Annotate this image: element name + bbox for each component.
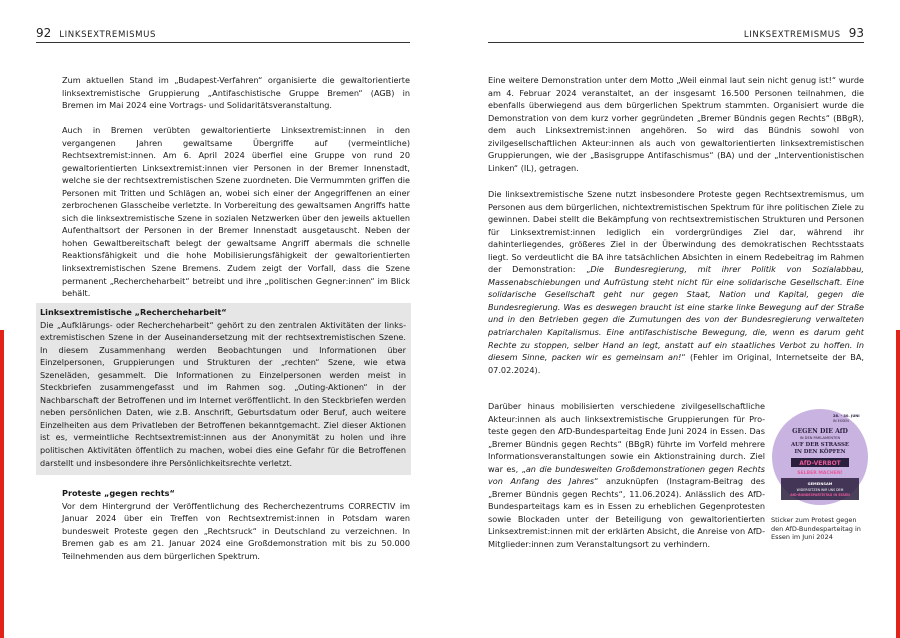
header-left bbox=[36, 26, 156, 40]
left-paragraph-3: Vor dem Hintergrund der Veröffentlichung des Recherchezentrums CORRECTIV im Januar 2024 über ein Treffen von Rechtsextremist:innen in Potsdam waren bundesweit Proteste gegen den „Rechtsruck“ in Deutschland zu verzeichnen. In Bremen gab es am 21. Januar 2024 eine Großdemonstration mit bis zu 50.000 Teilnehmenden aus dem bürgerlichen Spektrum. bbox=[62, 500, 410, 561]
running-title-left: LINKSEXTREMISMUS bbox=[59, 30, 157, 40]
sticker-line-3: AUF DER STRASSE bbox=[790, 442, 850, 448]
section-heading-protests: Proteste „gegen rechts“ bbox=[62, 488, 175, 498]
right-paragraph-2 bbox=[488, 188, 864, 376]
right-p2-tail: “ (Fehler im Original, Internetseite der BA, 07.02.2024). bbox=[488, 352, 864, 375]
right-p2-lead: Die linksextremistische Szene nutzt insbesondere Proteste gegen Rechtsextremismus, um Personen aus dem bürgerlichen, nichtextremistischen Spektrum für ihre politischen Ziele zu gewinnen. Dabei stellt die Bekämpfung von rechtsextremistischen Strukturen und Personen für Linksextremist:innen lediglich ein vordergründiges Ziel dar, während ihr dahinterliegendes, größeres Ziel in der Überwindung des demokratischen Rechtsstaats liegt. So verdeutlicht die BA ihre tatsächlichen Absichten in einem Redebeitrag im Rahmen der Demonstration: „ bbox=[488, 189, 864, 275]
header-rule-right bbox=[488, 42, 864, 43]
right-p3-lead: Darüber hinaus mobilisierten verschiedene zivilgesellschaftliche Akteur:innen als auch linksextremistische Gruppierungen für Proteste gegen den AfD-Bundesparteitag Ende Juni 2024 in Essen. Das „Bremer Bündnis gegen Rechts“ (BBgR) führte im Vorfeld mehrere Informationsveranstaltungen sowie ein Aktionstraining durch. Ziel war es, „ bbox=[488, 401, 765, 474]
left-section bbox=[62, 487, 410, 562]
sticker-line-9: AfD-BUNDESPARTEITAG IN ESSEN bbox=[790, 493, 850, 497]
header-rule-left bbox=[36, 42, 410, 43]
sticker-line-7: GEMEINSAM bbox=[807, 482, 833, 486]
red-edge-bar-left bbox=[0, 330, 4, 638]
page-number-left: 92 bbox=[36, 26, 52, 40]
sticker-line-5: AfD-VERBOT bbox=[799, 460, 841, 467]
sticker-date: 28. - 30. JUNI bbox=[833, 414, 860, 418]
sticker-line-8: WIDERSETZEN WIR UNS DEM bbox=[796, 488, 844, 492]
protest-sticker-image bbox=[771, 405, 869, 510]
info-box-title: Linksextremistische „Rechercheharbeit“ bbox=[40, 307, 227, 317]
sticker-line-4: IN DEN KÖPFEN bbox=[794, 449, 846, 455]
info-box-text: Die „Aufklärungs- oder Rechercheharbeit“ gehört zu den zentralen Aktivitäten der linksextremistischen Szene in der Auseinandersetzung mit der rechtsextremistischen Szene. In diesem Zusammenhang werden Beobachtungen und Informationen über Einzelpersonen, Gruppierungen und Strukturen der „rechten“ Szene, wie etwa Szeneläden, gesammelt. Die Informationen zu Einzelpersonen werden meist in Steckbriefen zusammengefasst und im Rahmen sog. „Outing-Aktionen“ in der Nachbarschaft der Betroffenen und im Internet veröffentlicht. In den Steckbriefen werden neben persönlichen Daten, wie z.B. Anschrift, Geburtsdatum oder Beruf, auch weitere Einzelheiten aus dem Privatleben der Betroffenen bekanntgemacht. Ziel dieser Aktionen ist es, vermeintliche Rechtsextremist:innen aus der Anonymität zu holen und ihre politischen Aktivitäten öffentlich zu machen, wobei dies eine Gefahr für die Betroffenen darstellt und insbesondere ihre Persönlichkeitsrechte verletzt. bbox=[40, 319, 406, 468]
running-title-right: LINKSEXTREMISMUS bbox=[743, 30, 841, 40]
sticker-line-2: IN DEN PARLAMENTEN bbox=[799, 436, 841, 440]
sticker-caption: Sticker zum Protest gegen den AfD-Bundesparteitag in Essen im Juni 2024 bbox=[771, 516, 861, 542]
sticker-line-1: GEGEN DIE AfD bbox=[792, 428, 848, 435]
sticker-city: IN ESSEN bbox=[833, 419, 849, 423]
left-paragraph-1: Zum aktuellen Stand im „Budapest-Verfahren“ organisierte die gewaltorientierte linksextremistische Gruppierung „Antifaschistische Gruppe Bremen“ (AGB) in Bremen im Mai 2024 eine Vortrags- und Solidaritätsveranstaltung. bbox=[62, 75, 410, 111]
right-p2-quote: Die Bundesregierung, mit ihrer Politik von Sozialabbau, Massenabschiebungen und Aufrüstung steht nicht für eine solidarische Gesellschaft. Eine solidarische Gesellschaft geht nur gegen Staat, Nation und Kapital, gegen die Bundesregierung. Was es deswegen braucht ist eine starke linke Bewegung auf der Straße und in den Betrieben gegen die Zumutungen des von der Bundesregierung verwalteten patriarchalen Kapitalismus. Eine antifaschistische Bewegung, die, wenn es darum geht Rechte zu stoppen, selber Hand an legt, anstatt auf ein staatliches Verbot zu hoffen. In diesem Sinne, packen wir es gemeinsam an! bbox=[488, 264, 865, 363]
info-box-content bbox=[40, 306, 406, 469]
sticker-line-6: SELBER MACHEN! bbox=[797, 471, 843, 476]
header-right bbox=[744, 26, 864, 40]
right-p3-quote: an die bundesweiten Großdemonstrationen gegen Rechts von Anfang des Jahres bbox=[488, 463, 765, 487]
right-paragraph-1: Eine weitere Demonstration unter dem Motto „Weil einmal laut sein nicht genug ist!“ wurde am 4. Februar 2024 veranstaltet, an der insgesamt 16.500 Personen teilnahmen, die ebenfalls überwiegend aus dem bürgerlichen Spektrum stammten. Organisiert wurde die Demonstration von dem kurz vorher gegründeten „Bremer Bündnis gegen Rechts“ (BBgR), dem auch Linksextremist:innen angehören. So wird das Bündnis sowohl von zivilgesellschaftlichen Akteur:innen als auch von gewaltorientierten linksextremistischen Gruppierungen, wie der „Basisgruppe Antifaschismus“ (BA) und der „Interventionistischen Linken“ (IL), getragen. bbox=[488, 75, 864, 173]
red-edge-bar-right bbox=[896, 330, 900, 638]
page-number-right: 93 bbox=[848, 26, 864, 40]
right-paragraph-3 bbox=[488, 400, 765, 551]
left-paragraph-2: Auch in Bremen verübten gewaltorientierte Linksextremist:innen in den vergangenen Jahren gewaltsame Übergriffe auf (vermeintliche) Rechtsextremist:innen. Am 6. April 2024 überfiel eine Gruppe von rund 20 gewaltorientierten Linksextremist:innen vier Personen in der Bremer Innenstadt, welche sie der rechtsextremistischen Szene zuordneten. Die Vermummten griffen die Personen mit Tritten und Schlägen an, wobei sich einer der Angegriffenen an einer zerbrochenen Glasscheibe verletzte. In Vorbereitung des gewaltsamen Angriffs hatte sich die linksextremistische Szene in sozialen Netzwerken über den jeweils aktuellen Aufenthaltsort der Personen in der Bremer Innenstadt ausgetauscht. Neben der hohen Gewaltbereitschaft belegt der gewaltsame Angriff abermals die schnelle Reaktionsfähigkeit und die hohe Mobilisierungsfähigkeit der gewaltorientierten linksextremistischen Szene Bremens. Zudem zeigt der Vorfall, dass die Szene permanent „Rechercheharbeit“ betreibt und ihre „politischen Gegner:innen“ im Blick behält. bbox=[62, 125, 410, 299]
right-p3-tail: “ anzuknüpfen (Instagram-Beitrag des „Bremer Bündnis gegen Rechts“, 11.06.2024). Anlässlich des AfD-Bundesparteitags kam es in Essen zu erheblichen Gegenprotesten sowie Blockaden unter der Beteiligung von gewaltorientierten Linksextremist:innen mit der erklärten Absicht, die Anreise von AfD-Mitglieder:innen zum Veranstaltungsort zu verhindern. bbox=[488, 476, 765, 550]
